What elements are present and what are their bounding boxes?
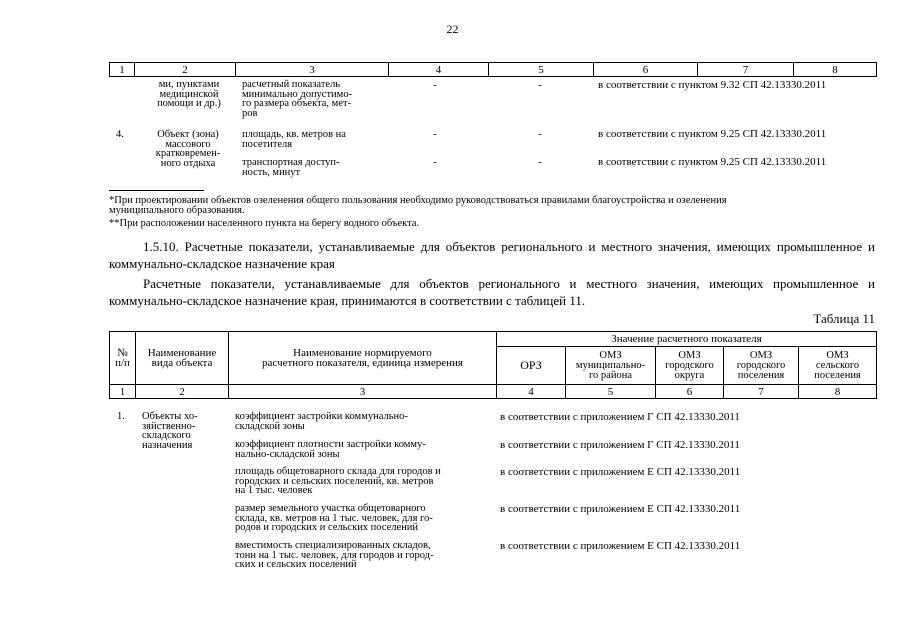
t10-num-cell: 4. [116,129,124,140]
t10-value-cell: в соответствии с пунктом 9.25 СП 42.13330.2011 [598,156,827,168]
t10-value-cell: в соответствии с пунктом 9.25 СП 42.13330.2011 [598,128,827,140]
footnote-divider [109,190,204,191]
table10-header-row [109,62,877,77]
table11-header [109,331,877,399]
footnote-2: **При расположении населенного пункта на берегу водного объекта. [109,218,420,229]
section-heading: 1.5.10. Расчетные показатели, устанавливаемые для объектов регионального и местного значения, имеющих промышленное и коммунально-складское назначение края [109,239,875,271]
page-number: 22 [446,22,459,36]
t11-subcol-omz-rural-settlement: ОМЗ сельского поселения [799,347,877,385]
t10-col-4: 4 [389,63,489,77]
t10-dash-cell: - [433,157,437,168]
t11-index-5: 5 [566,385,656,399]
t11-indicator-name: коэффициент плотности застройки комму- нально-складской зоны [235,439,426,460]
t11-index-3: 3 [229,385,497,399]
t11-indicator-name: вместимость специализированных складов, тонн на 1 тыс. человек, для городов и город- ских и сельских поселений [235,540,434,570]
t11-subcol-omz-district: ОМЗ муниципально- го района [566,347,656,385]
t11-indicator-name: размер земельного участка общетоварного склада, кв. метров на 1 тыс. человек, для го- родов и городских и сельских поселений [235,503,433,533]
t10-object-cell: Объект (зона) массового кратковремен- ного отдыха [155,129,221,169]
t10-col-7: 7 [698,63,794,77]
t10-col-1: 1 [110,63,135,77]
t11-indicator-value: в соответствии с приложением Г СП 42.13330.2011 [500,411,740,423]
t11-col-indicator-header: Наименование нормируемого расчетного показателя, единица измерения [229,332,497,385]
t11-index-4: 4 [497,385,566,399]
t11-indicator-name: площадь общетоварного склада для городов и городских и сельских поселений, кв. метров на 1 тыс. человек [235,466,441,496]
t10-indicator-cell: транспортная доступ- ность, минут [242,157,340,178]
t10-col-3: 3 [236,63,389,77]
t10-dash-cell: - [538,80,542,91]
t11-subcol-omz-urban-okrug: ОМЗ городского округа [656,347,724,385]
t11-subcol-orz: ОРЗ [497,347,566,385]
t11-index-1: 1 [110,385,136,399]
t10-value-cell: в соответствии с пунктом 9.32 СП 42.13330.2011 [598,79,827,91]
t10-col-5: 5 [489,63,594,77]
t10-indicator-cell: площадь, кв. метров на посетителя [242,129,346,150]
t11-indicator-name: коэффициент застройки коммунально- складской зоны [235,411,408,432]
t11-indicator-value: в соответствии с приложением Г СП 42.13330.2011 [500,439,740,451]
t11-indicator-value: в соответствии с приложением Е СП 42.13330.2011 [500,466,741,478]
t10-col-6: 6 [594,63,698,77]
t10-indicator-cell: расчетный показатель минимально допустимо- го размера объекта, мет- ров [242,79,353,119]
t11-col-num-header: № п/п [110,332,136,385]
body-paragraph: Расчетные показатели, устанавливаемые для объектов регионального и местного значения, имеющих промышленное и коммунально-складское назначение края, принимаются в соответствии с таблицей 11. [109,276,875,308]
t10-dash-cell: - [538,129,542,140]
t11-index-2: 2 [136,385,229,399]
t11-row-object: Объекты хо- зяйственно- складского назначения [142,411,198,451]
t10-dash-cell: - [433,80,437,91]
t11-index-6: 6 [656,385,724,399]
t10-dash-cell: - [538,157,542,168]
t11-index-7: 7 [724,385,799,399]
t11-value-group-header: Значение расчетного показателя [497,332,877,347]
t10-col-2: 2 [135,63,236,77]
t10-object-cell: ми, пунктами медицинской помощи и др.) [157,79,221,109]
t11-row-num: 1. [117,411,125,422]
t11-indicator-value: в соответствии с приложением Е СП 42.13330.2011 [500,503,741,515]
t11-subcol-omz-urban-settlement: ОМЗ городского поселения [724,347,799,385]
t11-index-8: 8 [799,385,877,399]
table-label: Таблица 11 [813,311,875,326]
t11-indicator-value: в соответствии с приложением Е СП 42.13330.2011 [500,540,741,552]
footnote-1: *При проектировании объектов озеленения общего пользования необходимо руководствоваться правилами благоустройства и озеленения муниципального образования. [109,195,727,216]
t10-dash-cell: - [433,129,437,140]
t11-col-object-header: Наименование вида объекта [136,332,229,385]
t10-col-8: 8 [794,63,877,77]
